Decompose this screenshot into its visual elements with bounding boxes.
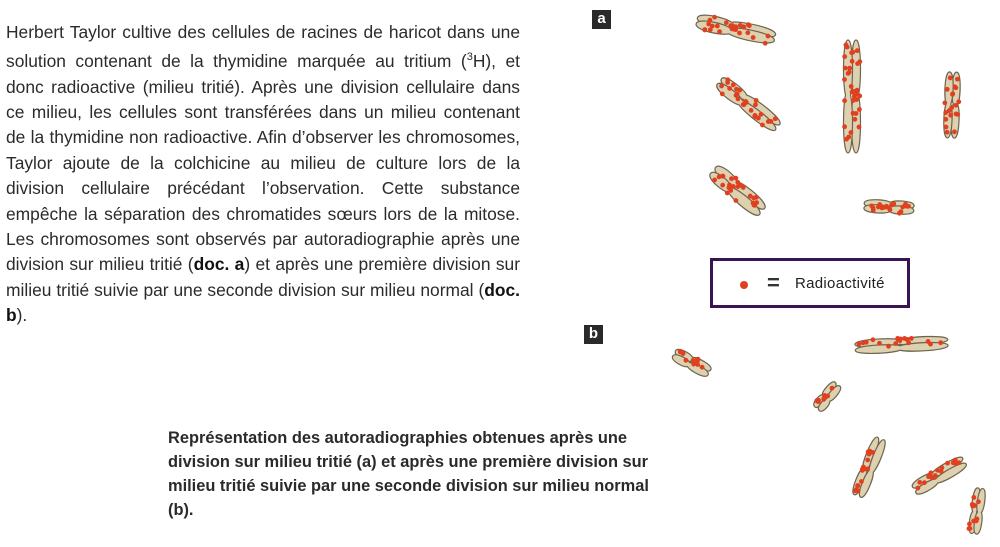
radioactivity-dot	[847, 70, 852, 75]
chromosome-b4	[849, 435, 888, 499]
radioactivity-dot	[845, 45, 850, 50]
radioactivity-dot	[842, 124, 847, 129]
radioactivity-dot	[857, 107, 862, 112]
radioactivity-dot	[854, 111, 859, 116]
chromosome-b1	[855, 333, 949, 354]
intro-text-4: ).	[16, 305, 28, 326]
chromatid	[714, 80, 778, 133]
intro-superscript: 3	[466, 51, 473, 64]
radioactivity-dot	[852, 94, 857, 99]
intro-text-3: ) et après une première division sur milieu tritié suivie par une seconde division sur milieu normal (	[6, 254, 520, 300]
chromosome-b5	[910, 453, 969, 496]
intro-text-2: H), et donc radioactive (milieu tritié). Après une division cellulaire dans ce milieu, les cellules sont transférées dans un milieu contenant de la thymidine non radioactive. Afin d’observer les chromosomes, Taylor ajoute de la colchicine au milieu de culture lors de la division cellulaire précédant l’observation. Cette substance empêche la séparation des chromatides sœurs lors de la mitose. Les chromosomes sont observés par autoradiographie après une division sur milieu tritié (	[6, 51, 520, 275]
radioactivity-dot	[855, 48, 860, 53]
doc-b-ref: doc. b	[6, 279, 520, 326]
radioactivity-dot	[857, 125, 862, 130]
chromosome-b2	[671, 346, 714, 379]
radioactivity-dot	[855, 88, 860, 93]
chromosome-a5	[706, 162, 769, 220]
radioactivity-dot	[849, 84, 854, 89]
radioactivity-dot	[850, 90, 855, 95]
radioactivity-dot	[850, 59, 855, 64]
panel-a-label: a	[592, 10, 611, 29]
chromosome-b3	[811, 379, 843, 413]
radioactivity-dot	[846, 135, 851, 140]
doc-a-ref: doc. a	[193, 254, 245, 275]
panel-b-label: b	[584, 325, 603, 344]
figure-caption: Représentation des autoradiographies obtenues après une division sur milieu tritié (a) et après une première division sur milieu tritié suivie par une seconde division sur milieu normal (b).	[168, 429, 649, 519]
radioactivity-dot	[849, 50, 854, 55]
radioactivity-dot	[853, 117, 858, 122]
chromosome-a4	[941, 72, 962, 139]
radioactivity-dot	[842, 98, 847, 103]
radioactivity-dot-icon	[740, 281, 748, 289]
radioactivity-dot	[855, 61, 860, 66]
chromosome-a6	[864, 199, 915, 216]
chromosome-a3	[842, 40, 862, 153]
intro-text-1: Herbert Taylor cultive des cellules de racines de haricot dans une solution contenant de la thymidine marquée au tritium (	[6, 22, 520, 72]
chromosome-a1	[695, 11, 777, 47]
chromosome-a2	[713, 73, 784, 135]
radioactivity-dot	[842, 54, 847, 59]
legend-box	[710, 258, 910, 308]
legend-label: Radioactivité	[795, 275, 885, 292]
legend-equals: =	[767, 270, 780, 295]
chromosome-b6	[966, 487, 987, 535]
radioactivity-dot	[849, 130, 854, 135]
radioactivity-dot	[842, 77, 847, 82]
radioactivity-dot	[843, 66, 848, 71]
